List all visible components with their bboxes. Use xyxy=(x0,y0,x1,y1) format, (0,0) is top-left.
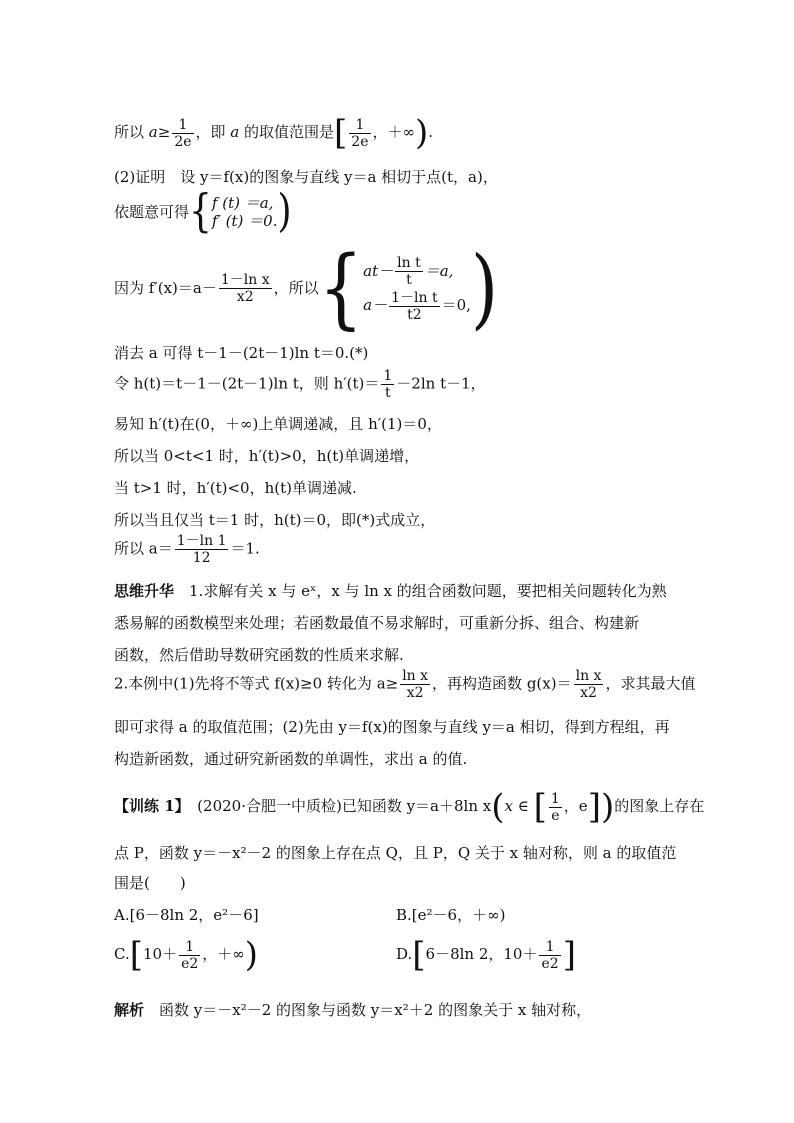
brace: ) xyxy=(470,236,499,340)
line-20: 围是( ) xyxy=(114,874,186,892)
text: 6－8ln 2，10＋ xyxy=(425,945,538,963)
denominator: e2 xyxy=(181,955,199,972)
fraction xyxy=(219,272,272,305)
var: a xyxy=(230,123,240,141)
denominator: 2e xyxy=(351,133,369,150)
line-16: 即可求得 a 的取值范围；(2)先由 y＝f(x)的图象与直线 y＝a 相切，得到方程组，再 xyxy=(114,718,670,736)
numerator: 1 xyxy=(383,368,393,384)
fraction xyxy=(389,290,439,323)
fraction xyxy=(179,939,200,972)
text: ，所以 xyxy=(273,279,319,297)
heading: 解析 xyxy=(114,1001,145,1019)
text: ，＋∞ xyxy=(202,945,245,963)
text: ，＋∞ xyxy=(372,123,415,141)
text: 所以 a＝ xyxy=(114,539,173,558)
eq-row: f′ (t) ＝0. xyxy=(211,212,278,230)
line-5: 消去 a 可得 t－1－(2t－1)ln t＝0.(*) xyxy=(114,344,369,362)
fraction xyxy=(400,668,430,701)
line-17: 构造新函数，通过研究新函数的单调性，求出 a 的值. xyxy=(114,750,468,768)
fraction xyxy=(549,791,562,824)
text: 的图象上存在 xyxy=(614,797,705,815)
text: ，求其最大值 xyxy=(605,674,696,693)
text: C. xyxy=(114,945,130,963)
fraction xyxy=(539,939,560,972)
text: 令 h(t)＝t－1－(2t－1)ln t，则 h′(t)＝ xyxy=(114,374,380,393)
numerator: 1－ln 1 xyxy=(176,533,227,549)
numerator: 1 xyxy=(179,939,200,956)
fraction xyxy=(395,255,423,288)
denominator: t xyxy=(385,385,391,401)
fraction xyxy=(574,668,604,701)
line-18 xyxy=(114,787,705,827)
text: 10＋ xyxy=(142,945,178,963)
denominator: e2 xyxy=(541,955,559,972)
fraction xyxy=(381,368,394,401)
line-1 xyxy=(114,113,434,153)
line-14: 函数，然后借助导数研究函数的性质来求解. xyxy=(114,646,404,664)
bracket: [ xyxy=(129,935,143,975)
text: (2020·合肥一中质检)已知函数 y＝a＋8ln x xyxy=(182,797,492,815)
line-6 xyxy=(114,368,486,401)
denominator: 2e xyxy=(174,133,192,150)
denominator: x2 xyxy=(580,685,597,701)
heading: 【训练 1】 xyxy=(114,797,183,815)
text: 函数 y＝－x²－2 的图象与函数 y＝x²＋2 的图象关于 x 轴对称， xyxy=(144,1001,592,1019)
brace: { xyxy=(189,185,212,237)
bracket: ) xyxy=(600,787,615,827)
bracket: ) xyxy=(415,113,429,153)
text: 的取值范围是 xyxy=(239,123,335,141)
text: at－ xyxy=(363,261,394,280)
bracket: ( xyxy=(491,787,505,827)
option-b[interactable]: B.[e²－6，＋∞) xyxy=(396,906,506,924)
brace: ) xyxy=(277,185,292,237)
denominator: 12 xyxy=(192,550,211,566)
text: ≥ xyxy=(157,123,171,141)
numerator: ln x xyxy=(575,668,602,684)
line-21 xyxy=(114,1000,591,1020)
option-a[interactable]: A.[6－8ln 2，e²－6] xyxy=(114,906,259,924)
fraction xyxy=(172,117,193,150)
line-8: 所以当 0<t<1 时，h′(t)>0，h(t)单调递增， xyxy=(114,447,420,465)
var: a xyxy=(148,123,158,141)
text: 依题意可得 xyxy=(114,203,190,221)
denominator: t2 xyxy=(407,306,422,323)
line-9: 当 t>1 时，h′(t)<0，h(t)单调递减. xyxy=(114,479,357,497)
numerator: ln t xyxy=(397,255,421,271)
bracket: ] xyxy=(587,787,601,827)
text: －2ln t－1， xyxy=(396,374,486,393)
numerator: ln x xyxy=(402,668,429,684)
text: ＝1. xyxy=(230,539,260,558)
line-15 xyxy=(114,668,695,701)
numerator: 1 xyxy=(172,117,193,134)
text: 2.本例中(1)先将不等式 f(x)≥0 转化为 a≥ xyxy=(114,674,399,693)
text: . xyxy=(428,123,434,141)
line-19: 点 P，函数 y＝－x²－2 的图象上存在点 Q，且 P，Q 关于 x 轴对称，则 a 的取值范 xyxy=(114,844,677,862)
equation-system xyxy=(212,194,278,230)
text: 所以 xyxy=(114,123,149,141)
bracket: [ xyxy=(412,935,426,975)
text: ＝0, xyxy=(441,296,471,314)
text: 1.求解有关 x 与 eˣ，x 与 ln x 的组合函数问题，要把相关问题转化为熟 xyxy=(174,582,667,600)
fraction xyxy=(175,533,229,566)
option-c[interactable] xyxy=(114,935,259,975)
numerator: 1 xyxy=(539,939,560,956)
bracket: ) xyxy=(244,935,259,975)
line-10: 所以当且仅当 t＝1 时，h(t)＝0，即(*)式成立， xyxy=(114,511,436,529)
text: ，再构造函数 g(x)＝ xyxy=(432,674,572,693)
numerator: 1 xyxy=(550,790,560,807)
text: 因为 f′(x)＝a－ xyxy=(114,279,217,297)
fraction xyxy=(349,117,370,150)
bracket: ] xyxy=(562,935,576,975)
line-4 xyxy=(114,236,499,340)
text: ，即 xyxy=(195,123,231,141)
text: x ∈ xyxy=(504,797,534,815)
heading: 思维升华 xyxy=(114,582,175,600)
line-11 xyxy=(114,533,260,566)
bracket: [ xyxy=(334,113,348,153)
eq-row: f (t) ＝a, xyxy=(211,194,274,212)
bracket: [ xyxy=(533,787,547,827)
numerator: 1－ln t xyxy=(391,289,438,306)
denominator: e xyxy=(551,807,560,824)
text: D. xyxy=(396,945,413,963)
line-7: 易知 h′(t)在(0，＋∞)上单调递减，且 h′(1)＝0， xyxy=(114,415,442,433)
equation-system xyxy=(363,254,471,323)
text: ，e xyxy=(563,797,588,815)
brace: { xyxy=(318,236,364,340)
denominator: x2 xyxy=(406,685,424,701)
line-3 xyxy=(114,185,292,237)
numerator: 1－ln x xyxy=(220,271,270,288)
text: a－ xyxy=(363,296,388,314)
option-d[interactable] xyxy=(396,935,576,975)
denominator: x2 xyxy=(236,288,254,305)
numerator: 1 xyxy=(349,117,370,134)
text: ＝a, xyxy=(424,261,454,280)
line-13: 悉易解的函数模型来处理；若函数最值不易求解时，可重新分拆、组合、构建新 xyxy=(114,614,640,632)
line-12 xyxy=(114,581,667,601)
denominator: t xyxy=(406,272,412,288)
line-2: (2)证明 设 y＝f(x)的图象与直线 y＝a 相切于点(t，a)， xyxy=(114,168,498,186)
